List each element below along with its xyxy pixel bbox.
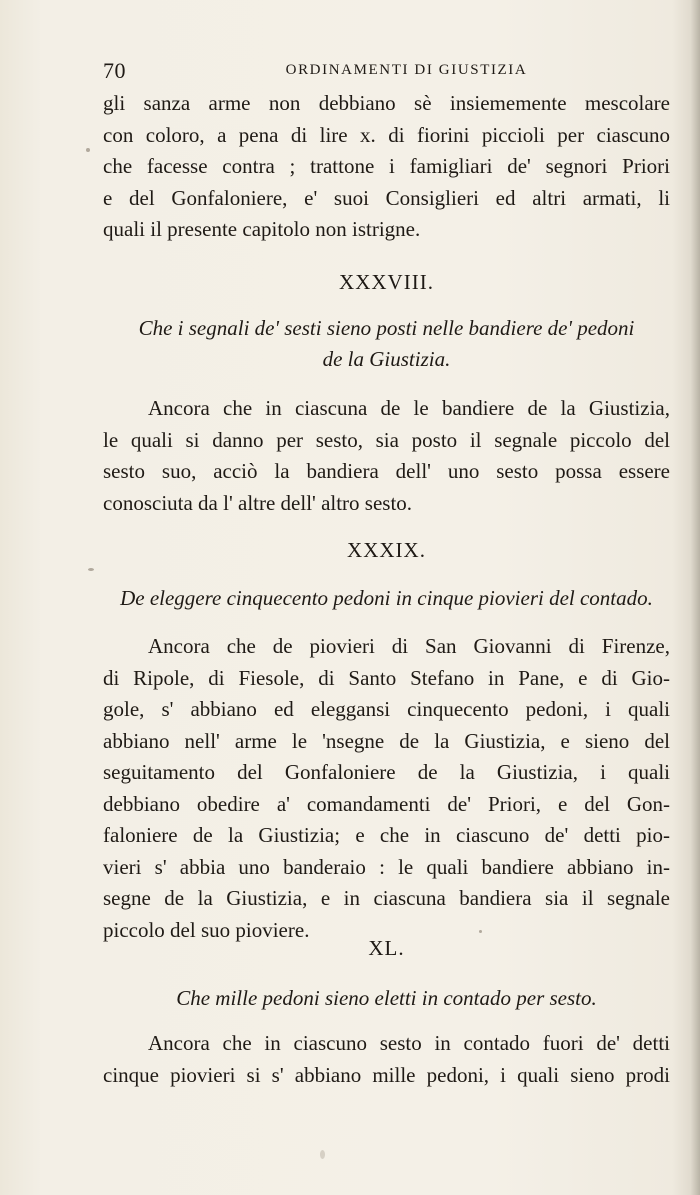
text-line: Ancora che in ciascuno sesto in contado fuori de' detti xyxy=(148,1031,670,1055)
page-edge-shadow xyxy=(690,0,700,1195)
print-speck xyxy=(479,930,482,933)
chapter-body xyxy=(103,393,670,519)
text-line: sesto suo, acciò la bandiera dell' uno sesto possa essere xyxy=(103,459,670,483)
intro-paragraph xyxy=(103,88,670,246)
print-speck xyxy=(320,1150,325,1159)
heading-line: de la Giustizia. xyxy=(322,347,451,371)
text-line: cinque piovieri si s' abbiano mille pedoni, i quali sieno prodi xyxy=(103,1062,670,1087)
text-line: faloniere de la Giustizia; e che in ciascuno de' detti pio- xyxy=(103,823,670,847)
chapter-body xyxy=(103,631,670,946)
text-line: seguitamento del Gonfaloniere de la Giustizia, i quali xyxy=(103,760,670,784)
text-line: quali il presente capitolo non istrigne. xyxy=(103,217,421,241)
print-speck xyxy=(88,568,94,571)
chapter-body xyxy=(103,1028,670,1091)
text-line: Ancora che in ciascuna de le bandiere de la Giustizia, xyxy=(148,396,670,420)
text-line: e del Gonfaloniere, e' suoi Consiglieri ed altri armati, li xyxy=(103,185,670,210)
chapter-heading xyxy=(103,983,670,1014)
chapter-number: XXXVIII. xyxy=(339,270,434,294)
text-line: conosciuta da l' altre dell' altro sesto. xyxy=(103,490,413,515)
text-line: vieri s' abbia uno banderaio : le quali bandiere abbiano in- xyxy=(103,854,670,879)
text-line: debbiano obedire a' comandamenti de' Priori, e del Gon- xyxy=(103,791,670,816)
page-number: 70 xyxy=(103,58,126,83)
chapter-number: XXXIX. xyxy=(347,538,426,562)
chapter-heading xyxy=(103,583,670,614)
heading-line: De eleggere cinquecento pedoni in cinque piovieri del contado. xyxy=(120,586,653,610)
running-title: ORDINAMENTI DI GIUSTIZIA xyxy=(285,62,528,78)
running-header xyxy=(103,58,670,86)
text-line: di Ripole, di Fiesole, di Santo Stefano in Pane, e di Gio- xyxy=(103,665,670,690)
text-line: gli sanza arme non debbiano sè insiememente mescolare xyxy=(103,91,670,115)
chapter-heading xyxy=(103,313,670,375)
text-line: Ancora che de piovieri di San Giovanni di Firenze, xyxy=(148,634,670,658)
text-line: abbiano nell' arme le 'nsegne de la Giustizia, e sieno del xyxy=(103,728,670,753)
text-line: segne de la Giustizia, e in ciascuna bandiera sia il segnale xyxy=(103,886,670,910)
text-line: che facesse contra ; trattone i famigliari de' segnori Priori xyxy=(103,154,670,178)
heading-line: Che mille pedoni sieno eletti in contado per sesto. xyxy=(176,986,597,1010)
print-speck xyxy=(86,148,90,152)
heading-line: Che i segnali de' sesti sieno posti nelle bandiere de' pedoni xyxy=(138,316,635,340)
text-line: piccolo del suo pioviere. xyxy=(103,917,310,942)
text-line: con coloro, a pena di lire x. di fiorini piccioli per ciascuno xyxy=(103,122,670,147)
text-line: gole, s' abbiano ed eleggansi cinquecento pedoni, i quali xyxy=(103,697,670,721)
chapter-number: XL. xyxy=(368,936,405,960)
text-line: le quali si danno per sesto, sia posto il segnale piccolo del xyxy=(103,427,670,452)
